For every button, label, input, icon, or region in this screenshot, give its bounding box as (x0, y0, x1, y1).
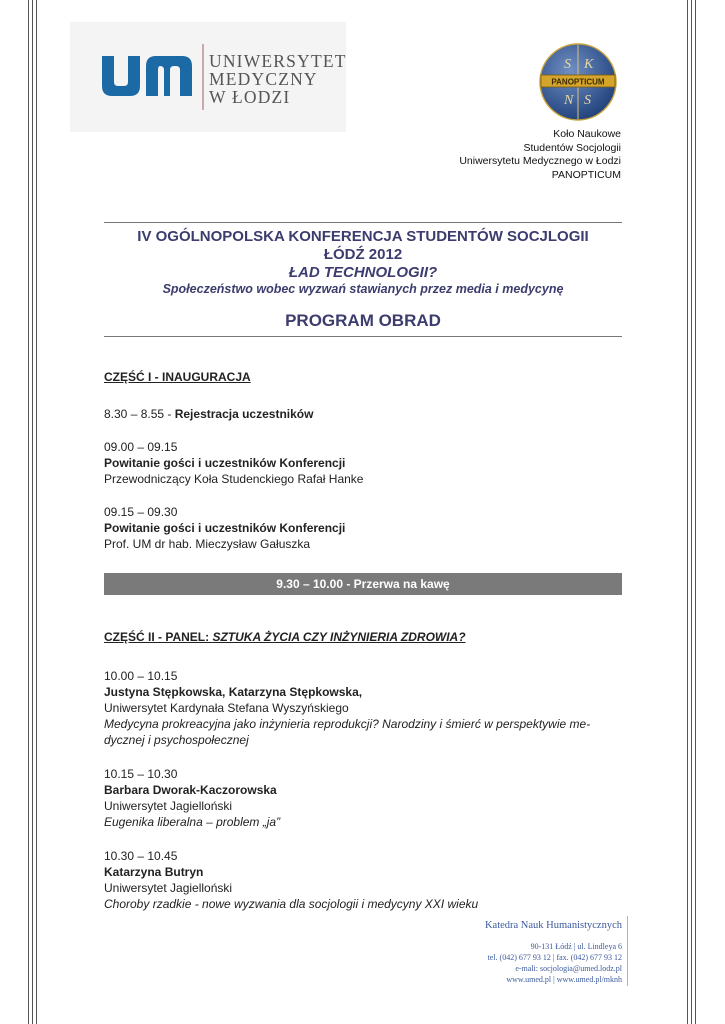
panopticum-seal-icon (538, 42, 618, 122)
item1-time: 09.00 – 09.15 (104, 440, 178, 454)
talk1-title: Medycyna prokreacyjna jako inżynieria reprodukcji? Narodziny i śmierć w perspektywie me-dycznej i psychospołecznej (104, 717, 591, 747)
talk3-speakers: Katarzyna Butryn (104, 865, 204, 879)
seal-letter-3: N (564, 93, 574, 108)
page-left-border-inner (32, 0, 33, 1024)
university-name-line-2: MEDYCZNY (209, 69, 318, 89)
conference-place-year: ŁÓDŹ 2012 (323, 246, 403, 263)
seal-letter-4: S (584, 93, 591, 108)
talk2-time: 10.15 – 10.30 (104, 767, 178, 781)
footer-phone: tel. (042) 677 93 12 | fax. (042) 677 93 12 (487, 953, 622, 962)
um-logo-icon (102, 56, 192, 96)
university-name (209, 52, 347, 106)
part1-heading: CZĘŚĆ I - INAUGURACJA (104, 370, 251, 384)
page-right-border-inner2 (695, 0, 696, 1024)
part2-heading-prefix: CZĘŚĆ II - PANEL: (104, 630, 213, 644)
item1-title: Powitanie gości i uczestników Konferencji (104, 456, 346, 470)
page-left-border-inner2 (36, 0, 37, 1024)
program-rule (104, 336, 622, 337)
talk1-time: 10.00 – 10.15 (104, 669, 178, 683)
conference-theme: ŁAD TECHNOLOGII? (288, 264, 438, 281)
registration-item (104, 406, 313, 422)
club-line-1: Koło Naukowe (553, 128, 621, 140)
footer-divider (627, 916, 628, 986)
talk2-affiliation: Uniwersytet Jagielloński (104, 799, 233, 813)
club-line-3: Uniwersytetu Medycznego w Łodzi (459, 155, 621, 167)
logo-divider (202, 44, 204, 110)
conference-subtitle: Społeczeństwo wobec wyzwań stawianych przez media i medycynę (162, 282, 564, 296)
coffee-break-bar: 9.30 – 10.00 - Przerwa na kawę (104, 573, 622, 595)
talk3-affiliation: Uniwersytet Jagielloński (104, 881, 233, 895)
item1-person: Przewodniczący Koła Studenckiego Rafał Hanke (104, 472, 364, 486)
university-name-line-1: UNIWERSYTET (209, 51, 347, 71)
seal-banner: PANOPTICUM (551, 77, 605, 87)
footer-web: www.umed.pl | www.umed.pl/mknh (506, 975, 622, 984)
item2-title: Powitanie gości i uczestników Konferencji (104, 521, 346, 535)
talk3-title: Choroby rzadkie - nowe wyzwania dla socjologii i medycyny XXI wieku (104, 897, 479, 911)
part2-heading-title: SZTUKA ŻYCIA CZY INŻYNIERIA ZDROWIA? (212, 630, 466, 644)
talk2-speakers: Barbara Dworak-Kaczorowska (104, 783, 277, 797)
seal-letter-2: K (584, 57, 594, 72)
talk1-affiliation: Uniwersytet Kardynała Stefana Wyszyńskiego (104, 701, 349, 715)
talk2-title: Eugenika liberalna – problem „ja” (104, 815, 281, 829)
item2-person: Prof. UM dr hab. Mieczysław Gałuszka (104, 537, 311, 551)
item2-time: 09.15 – 09.30 (104, 505, 178, 519)
university-logo (70, 22, 346, 132)
conference-title: IV OGÓLNOPOLSKA KONFERENCJA STUDENTÓW SOCJLOGII (137, 228, 589, 245)
club-info (459, 128, 621, 182)
talk3-time: 10.30 – 10.45 (104, 849, 178, 863)
registration-time: 8.30 – 8.55 - (104, 407, 175, 421)
club-line-4: PANOPTICUM (551, 168, 621, 181)
page-right-border (687, 0, 688, 1024)
club-line-2: Studentów Socjologii (523, 141, 621, 154)
seal-letter-1: S (564, 57, 571, 72)
footer-department: Katedra Nauk Humanistycznych (484, 920, 622, 931)
page-right-border-inner (691, 0, 692, 1024)
footer-email: e-mali: socjologia@umed.lodz.pl (515, 964, 622, 973)
university-name-line-3: W ŁODZI (209, 87, 291, 107)
top-rule (104, 222, 622, 223)
part2-heading (104, 630, 466, 644)
program-heading: PROGRAM OBRAD (285, 311, 441, 330)
footer-address: 90-131 Łódź | ul. Lindleya 6 (530, 942, 622, 951)
talk1-speakers: Justyna Stępkowska, Katarzyna Stępkowska, (104, 685, 363, 699)
page-left-border (28, 0, 29, 1024)
registration-title: Rejestracja uczestników (174, 407, 314, 421)
